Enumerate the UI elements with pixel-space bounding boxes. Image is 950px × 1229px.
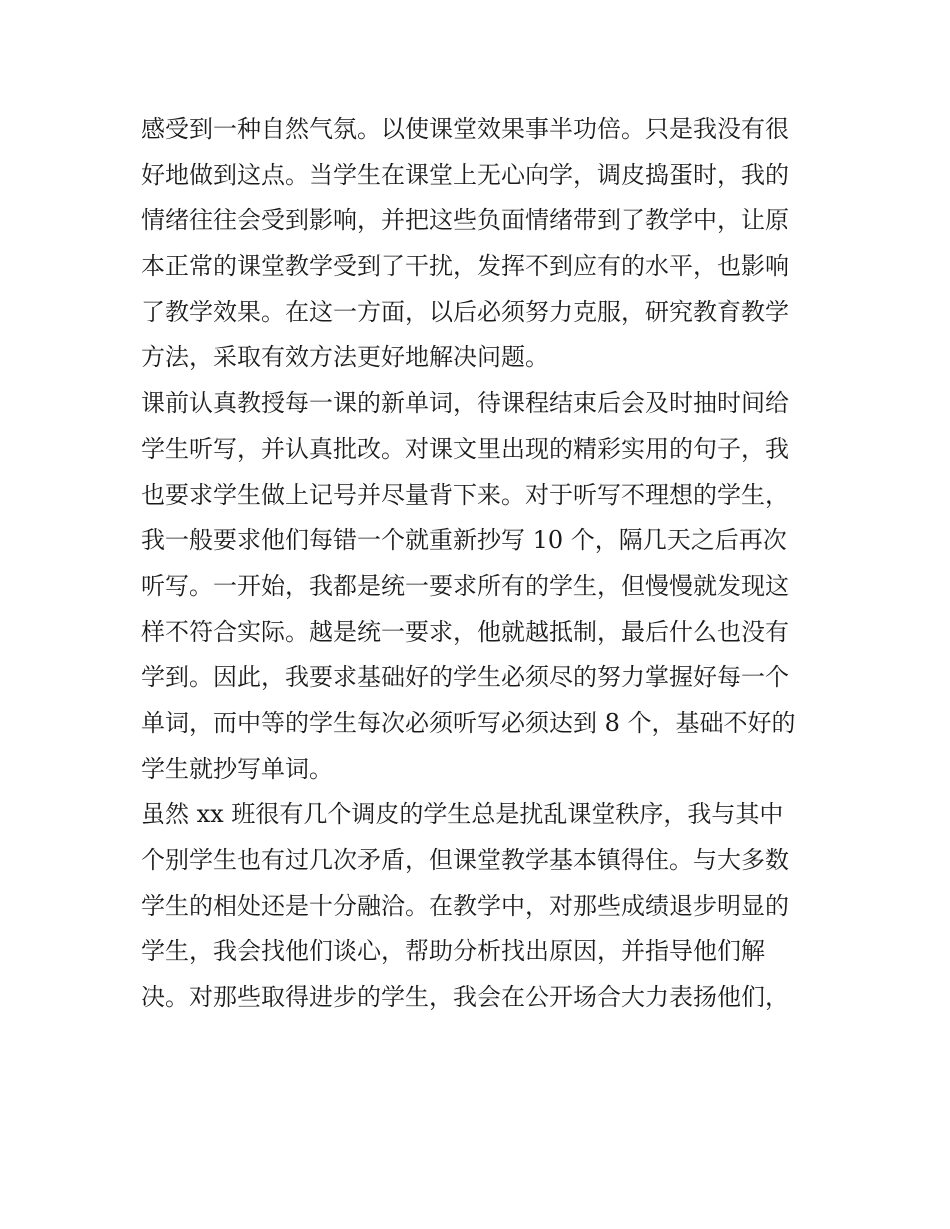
text-line: 学生的相处还是十分融洽。在教学中，对那些成绩退步明显的 (141, 891, 789, 920)
text-line: 情绪往往会受到影响，并把这些负面情绪带到了教学中，让原 (141, 206, 789, 235)
text-line: 学到。因此，我要求基础好的学生必须尽的努力掌握好每一个 (141, 663, 789, 692)
document-body (141, 107, 821, 1021)
text-line: 单词，而中等的学生每次必须听写必须达到 8 个，基础不好的 (141, 708, 796, 737)
text-line: 听写。一开始，我都是统一要求所有的学生，但慢慢就发现这 (141, 571, 789, 600)
paragraph-1 (141, 107, 821, 381)
text-line: 也要求学生做上记号并尽量背下来。对于听写不理想的学生， (141, 480, 789, 509)
text-line: 学生听写，并认真批改。对课文里出现的精彩实用的句子，我 (141, 434, 789, 463)
paragraph-3 (141, 792, 821, 1020)
text-line: 学生就抄写单词。 (141, 754, 333, 783)
text-line: 方法，采取有效方法更好地解决问题。 (141, 343, 549, 372)
text-line: 样不符合实际。越是统一要求，他就越抵制，最后什么也没有 (141, 617, 789, 646)
text-line: 课前认真教授每一课的新单词，待课程结束后会及时抽时间给 (141, 389, 789, 418)
paragraph-2 (141, 381, 821, 792)
text-line: 我一般要求他们每错一个就重新抄写 10 个，隔几天之后再次 (141, 526, 787, 555)
text-line: 个别学生也有过几次矛盾，但课堂教学基本镇得住。与大多数 (141, 846, 789, 874)
text-line: 虽然 xx 班很有几个调皮的学生总是扰乱课堂秩序，我与其中 (141, 800, 784, 829)
text-line: 感受到一种自然气氛。以使课堂效果事半功倍。只是我没有很 (141, 115, 789, 143)
text-line: 好地做到这点。当学生在课堂上无心向学，调皮捣蛋时，我的 (141, 160, 789, 189)
text-line: 学生，我会找他们谈心，帮助分析找出原因，并指导他们解 (141, 937, 765, 966)
text-line: 决。对那些取得进步的学生，我会在公开场合大力表扬他们， (141, 983, 789, 1012)
text-line: 本正常的课堂教学受到了干扰，发挥不到应有的水平，也影响 (141, 252, 789, 281)
text-line: 了教学效果。在这一方面，以后必须努力克服，研究教育教学 (141, 297, 789, 326)
